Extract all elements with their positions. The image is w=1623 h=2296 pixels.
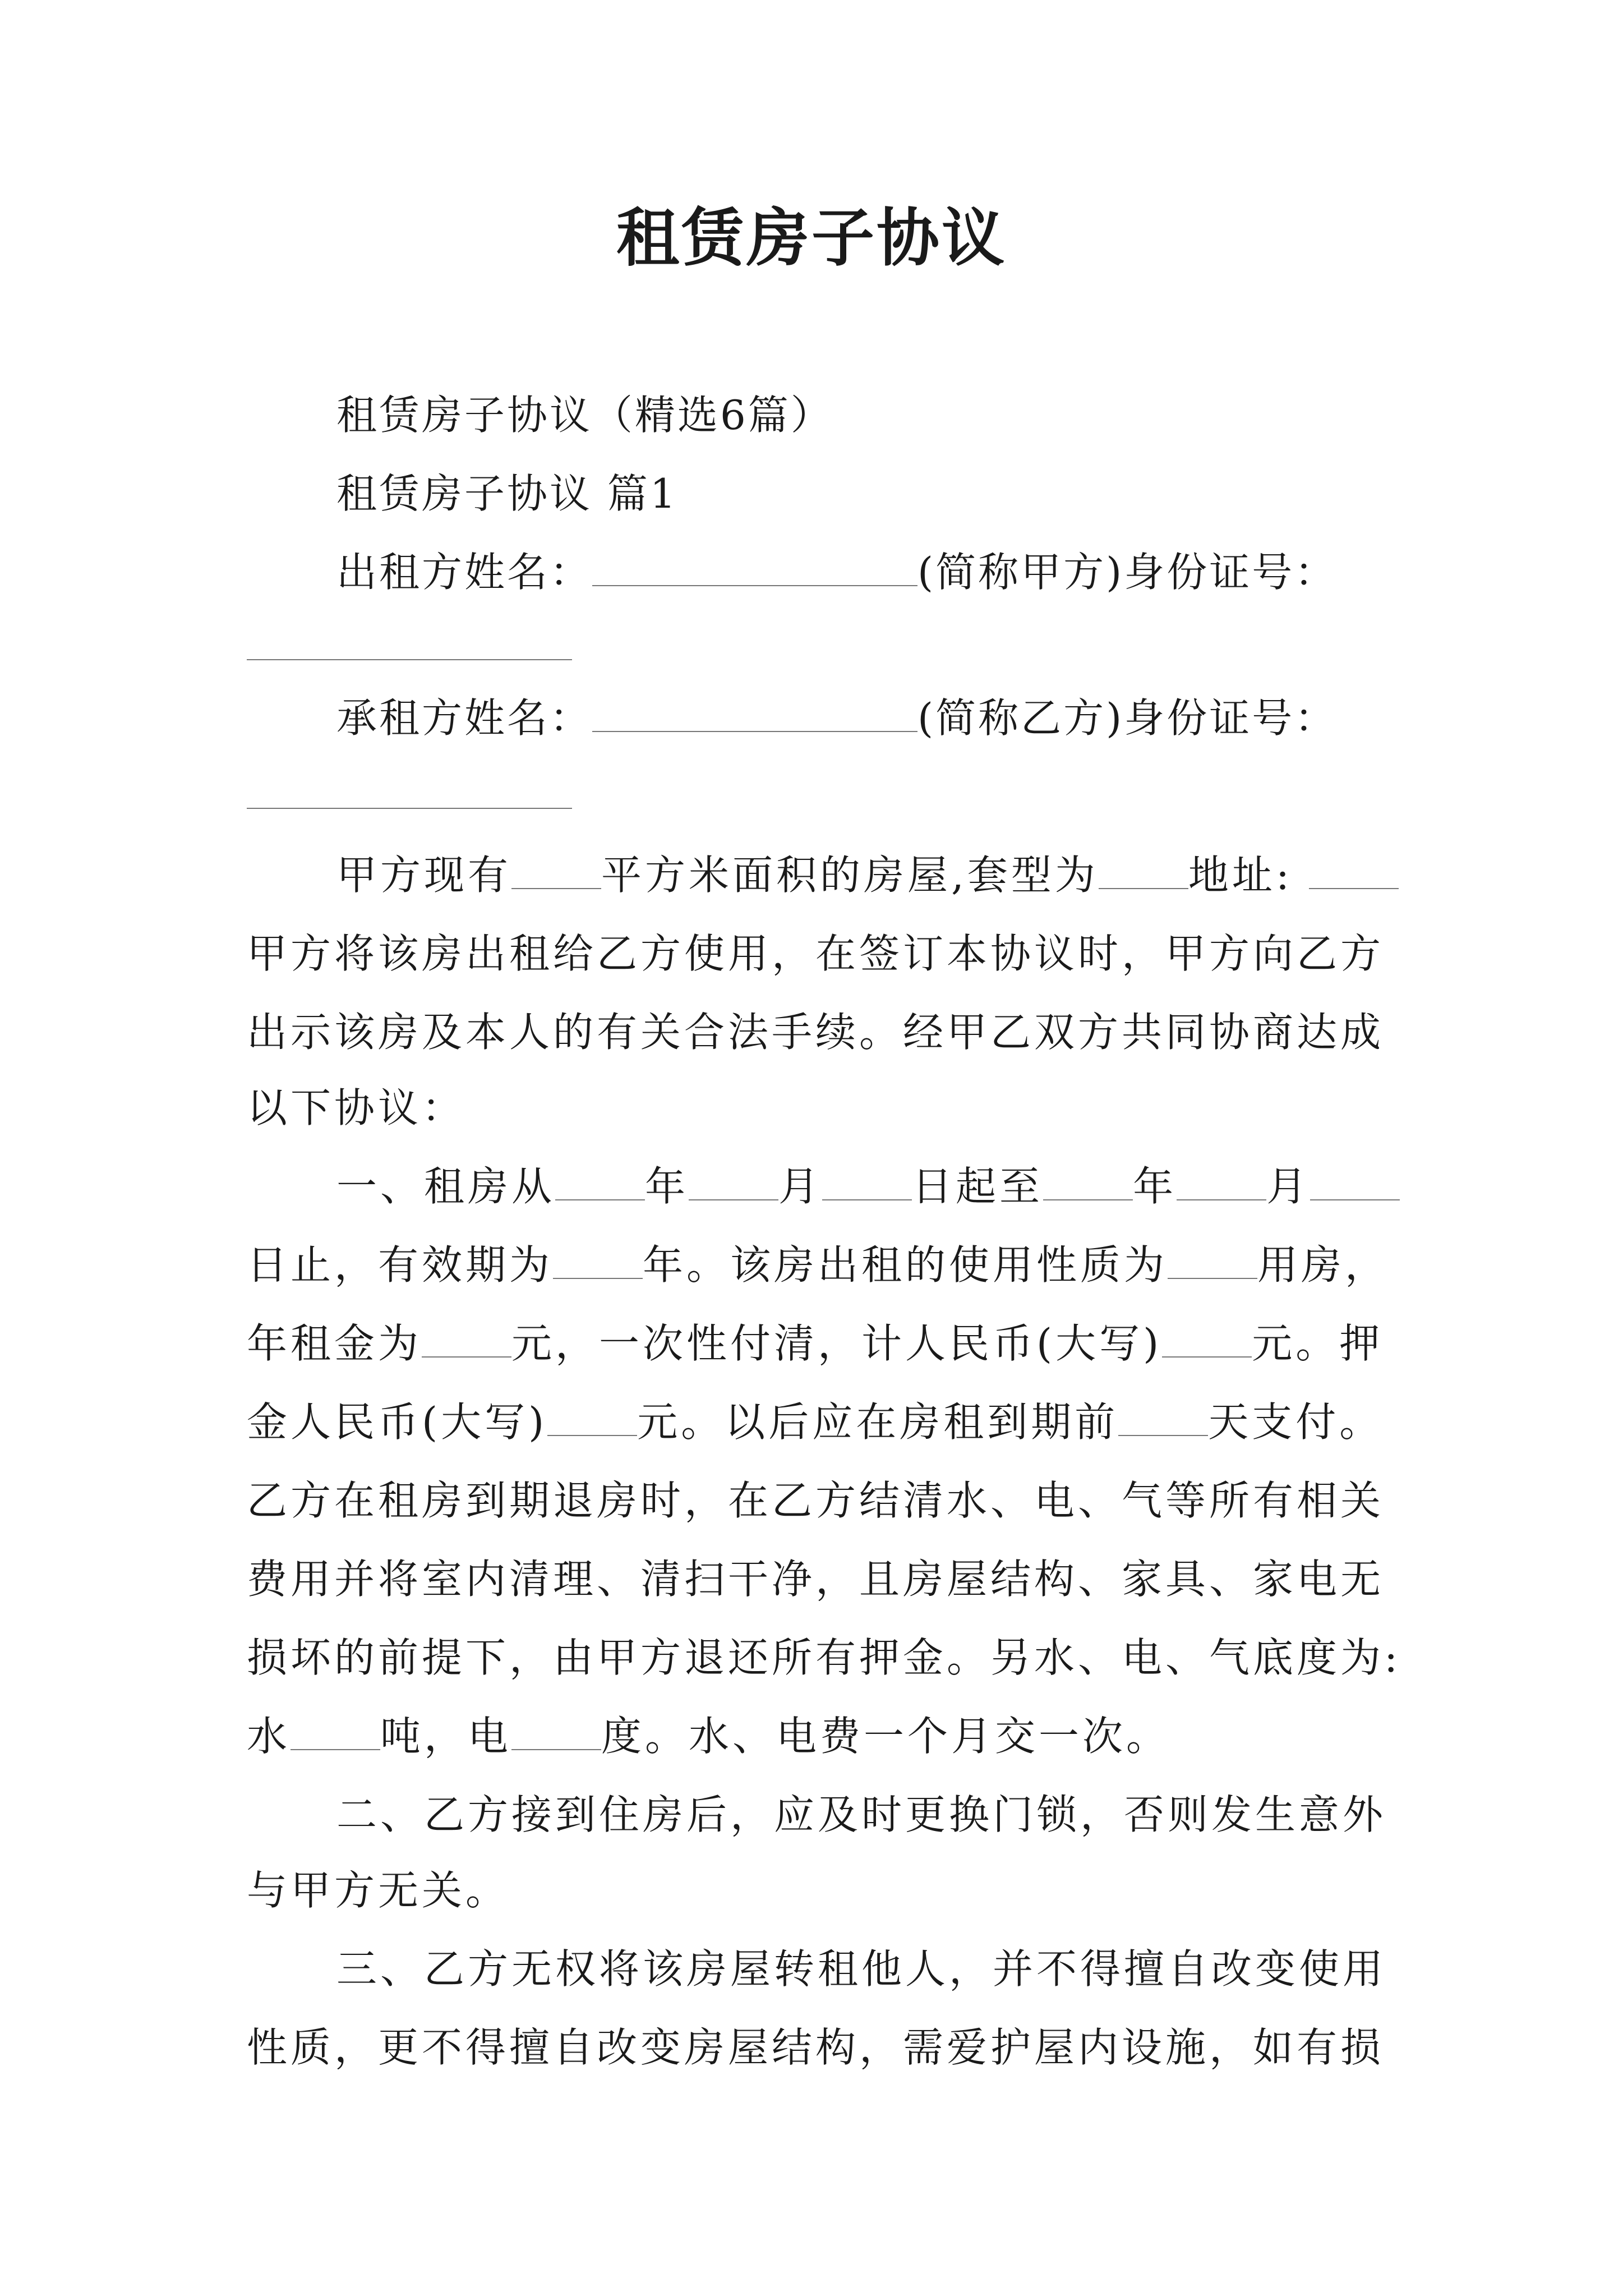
- text-segment: 年租金为: [247, 1320, 422, 1367]
- blank: [547, 1399, 637, 1436]
- text-segment: 年: [1133, 1163, 1177, 1210]
- text-segment: 地址:: [1188, 852, 1293, 899]
- blank: [1168, 1242, 1257, 1279]
- blank: [1310, 1163, 1400, 1200]
- document-title: 租赁房子协议: [616, 201, 1007, 275]
- text-segment: 日止，有效期为: [247, 1241, 554, 1289]
- paragraph-2-line-2: [247, 1237, 1391, 1293]
- blank: [1177, 1163, 1266, 1200]
- blank: [1043, 1163, 1133, 1200]
- paragraph-2-line-5: 乙方在租房到期退房时，在乙方结清水、电、气等所有相关: [247, 1477, 1385, 1524]
- lessor-label: 出租方姓名：: [336, 549, 593, 596]
- text-segment: 天支付。: [1208, 1398, 1384, 1446]
- lessor-line: [336, 544, 1391, 600]
- text-segment: 月: [778, 1163, 823, 1210]
- lessor-id-blank: [247, 659, 572, 660]
- blank: [553, 1242, 643, 1279]
- lessee-line: [336, 690, 1391, 746]
- blank: [291, 1713, 380, 1750]
- text-segment: 日起至: [912, 1163, 1044, 1210]
- text-segment: 一、租房从: [336, 1163, 556, 1210]
- paragraph-4-line-1: 三、乙方无权将该房屋转租他人，并不得擅自改变使用: [336, 1945, 1387, 1993]
- text-segment: 元。押: [1252, 1320, 1384, 1367]
- paragraph-3-line-1: 二、乙方接到住房后，应及时更换门锁，否则发生意外: [336, 1791, 1387, 1838]
- paragraph-2-line-6: 费用并将室内清理、清扫干净，且房屋结构、家具、家电无: [247, 1556, 1385, 1603]
- paragraph-1-line-1: [336, 847, 1391, 903]
- blank: [1118, 1399, 1208, 1436]
- text-segment: 度。水、电费一个月交一次。: [601, 1713, 1170, 1760]
- paragraph-1-line-3: 出示该房及本人的有关合法手续。经甲乙双方共同协商达成: [247, 1009, 1385, 1056]
- paragraph-2-line-8: [247, 1708, 1391, 1764]
- text-segment: 甲方现有: [336, 852, 512, 899]
- text-segment: 金人民币(大写): [247, 1398, 548, 1446]
- layout-blank: [1099, 852, 1188, 889]
- paragraph-2-line-1: [336, 1158, 1391, 1214]
- paragraph-2-line-4: [247, 1394, 1391, 1450]
- text-segment: 年: [645, 1163, 689, 1210]
- paragraph-1-line-4: 以下协议：: [247, 1084, 466, 1131]
- text-segment: 水: [247, 1713, 291, 1760]
- address-blank: [1309, 852, 1399, 889]
- area-blank: [511, 852, 601, 889]
- lessor-suffix: (简称甲方)身份证号：: [917, 549, 1338, 596]
- blank: [555, 1163, 645, 1200]
- lessee-id-blank: [247, 808, 572, 809]
- text-segment: 吨，电: [380, 1713, 512, 1760]
- lessee-suffix: (简称乙方)身份证号：: [917, 694, 1338, 742]
- text-segment: 元。以后应在房租到期前: [637, 1398, 1119, 1446]
- section-heading: 租赁房子协议 篇1: [336, 470, 678, 517]
- text-segment: 月: [1266, 1163, 1311, 1210]
- text-segment: 用房，: [1257, 1241, 1389, 1289]
- blank: [689, 1163, 778, 1200]
- text-segment: 年。该房出租的使用性质为: [643, 1241, 1168, 1289]
- blank: [511, 1713, 601, 1750]
- paragraph-1-line-2: 甲方将该房出租给乙方使用，在签订本协议时，甲方向乙方: [247, 930, 1385, 977]
- text-segment: 平方米面积的房屋,套型为: [601, 852, 1099, 899]
- paragraph-2-line-7: 损坏的前提下，由甲方退还所有押金。另水、电、气底度为:: [247, 1634, 1401, 1681]
- blank: [1162, 1320, 1252, 1358]
- lessor-name-blank: [592, 549, 917, 586]
- text-segment: 元，一次性付清，计人民币(大写): [511, 1320, 1163, 1367]
- paragraph-2-line-3: [247, 1315, 1391, 1372]
- paragraph-4-line-2: 性质，更不得擅自改变房屋结构，需爱护屋内设施，如有损: [247, 2024, 1385, 2071]
- paragraph-3-line-2: 与甲方无关。: [247, 1867, 510, 1914]
- blank: [822, 1163, 912, 1200]
- blank: [422, 1320, 511, 1358]
- document-subtitle: 租赁房子协议（精选6篇）: [336, 392, 833, 439]
- lessee-label: 承租方姓名：: [336, 694, 593, 742]
- lessee-name-blank: [592, 695, 917, 732]
